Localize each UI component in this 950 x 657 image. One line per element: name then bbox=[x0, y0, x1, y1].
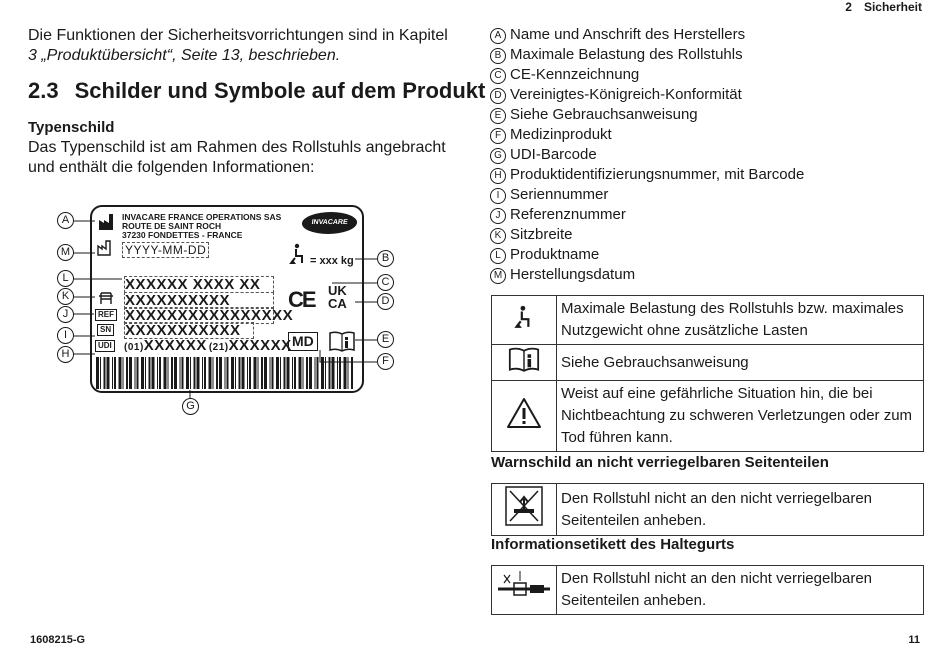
symbols-table bbox=[491, 295, 924, 452]
list-item: A Name und Anschrift des Herstellers bbox=[490, 25, 804, 45]
section-number: 2.3 bbox=[28, 78, 59, 103]
list-item: M Herstellungsdatum bbox=[490, 265, 804, 285]
page-number: 11 bbox=[908, 634, 920, 646]
warn-side-text: Den Rollstuhl nicht an den nicht verriegelbaren Seitenteilen anheben. bbox=[557, 484, 924, 536]
belt-heading: Informationsetikett des Haltegurts bbox=[491, 536, 735, 553]
symbol-text: Maximale Belastung des Rollstuhls bzw. maximales Nutzgewicht ohne zusätzliche Lasten bbox=[557, 296, 924, 345]
list-item: J Referenznummer bbox=[490, 205, 804, 225]
max-load-value: = xxx kg bbox=[310, 255, 354, 267]
list-item: C CE-Kennzeichnung bbox=[490, 65, 804, 85]
callout-f: F bbox=[377, 353, 394, 370]
chapter-title: Sicherheit bbox=[863, 0, 922, 14]
max-load-icon bbox=[513, 305, 535, 329]
warning-icon bbox=[506, 397, 542, 429]
callout-l: L bbox=[57, 270, 74, 287]
product-name: XXXXXX XXXX XX bbox=[124, 276, 274, 293]
callout-g: G bbox=[182, 398, 199, 415]
manufacturer-line-3: 37230 FONDETTES - FRANCE bbox=[122, 230, 243, 240]
md-symbol: MD bbox=[288, 332, 318, 351]
warn-side-table bbox=[491, 483, 924, 536]
callout-c: C bbox=[377, 274, 394, 291]
seat-width: XXXXXXXXXX bbox=[124, 292, 274, 309]
intro-line-1: Die Funktionen der Sicherheitsvorrichtungen sind in Kapitel bbox=[28, 27, 448, 44]
list-item: G UDI-Barcode bbox=[490, 145, 804, 165]
callout-i: I bbox=[57, 327, 74, 344]
list-item: K Sitzbreite bbox=[490, 225, 804, 245]
section-title: Schilder und Symbole auf dem Produkt bbox=[74, 78, 486, 103]
sn-value: XXXXXXXXXXX bbox=[124, 322, 254, 339]
table-row bbox=[492, 345, 924, 381]
ref-label: REF bbox=[95, 309, 117, 321]
list-item: B Maximale Belastung des Rollstuhls bbox=[490, 45, 804, 65]
table-row bbox=[492, 484, 924, 536]
typenschild-heading: Typenschild bbox=[28, 119, 115, 136]
callout-a: A bbox=[57, 212, 74, 229]
symbol-text: Siehe Gebrauchsanweisung bbox=[557, 345, 924, 381]
running-header bbox=[833, 0, 922, 14]
manufacture-date: YYYY-MM-DD bbox=[122, 242, 209, 258]
callout-k: K bbox=[57, 288, 74, 305]
warn-side-heading: Warnschild an nicht verriegelbaren Seitenteilen bbox=[491, 454, 829, 471]
callout-m: M bbox=[57, 244, 74, 261]
belt-text: Den Rollstuhl nicht an den nicht verriegelbaren Seitenteilen anheben. bbox=[557, 566, 924, 615]
udi-label: UDI bbox=[95, 340, 115, 352]
table-row bbox=[492, 296, 924, 345]
list-item: I Seriennummer bbox=[490, 185, 804, 205]
invacare-logo: INVACARE bbox=[300, 212, 358, 234]
callout-e: E bbox=[377, 331, 394, 348]
ce-mark: CE bbox=[288, 287, 315, 312]
manufacturer-line-1: INVACARE FRANCE OPERATIONS SAS bbox=[122, 212, 282, 222]
table-row bbox=[492, 566, 924, 615]
no-lift-armrest-icon bbox=[504, 485, 544, 527]
belt-table bbox=[491, 565, 924, 615]
typenschild-body: Das Typenschild ist am Rahmen des Rollstuhls angebracht und enthält die folgenden Informationen: bbox=[28, 139, 446, 176]
callout-h: H bbox=[57, 346, 74, 363]
list-item: D Vereinigtes-Königreich-Konformität bbox=[490, 85, 804, 105]
callout-d: D bbox=[377, 293, 394, 310]
callout-j: J bbox=[57, 306, 74, 323]
legend-list bbox=[490, 25, 804, 285]
list-item: H Produktidentifizierungsnummer, mit Barcode bbox=[490, 165, 804, 185]
callout-b: B bbox=[377, 250, 394, 267]
list-item: F Medizinprodukt bbox=[490, 125, 804, 145]
manual-icon bbox=[507, 346, 541, 372]
sn-label: SN bbox=[97, 324, 114, 336]
udi-values: (01)XXXXXX (21)XXXXXX bbox=[124, 337, 292, 354]
belt-label-icon bbox=[496, 569, 552, 605]
doc-id: 1608215-G bbox=[30, 634, 86, 646]
ukca-mark: UK CA bbox=[328, 283, 347, 311]
intro-line-2: 3 „Produktübersicht“, Seite 13, beschrieben. bbox=[28, 47, 341, 64]
table-row bbox=[492, 381, 924, 452]
manufacturer-line-2: ROUTE DE SAINT ROCH bbox=[122, 221, 222, 231]
list-item: E Siehe Gebrauchsanweisung bbox=[490, 105, 804, 125]
chapter-number: 2 bbox=[845, 0, 852, 14]
list-item: L Produktname bbox=[490, 245, 804, 265]
symbol-text: Weist auf eine gefährliche Situation hin, die bei Nichtbeachtung zu schweren Verletzungen oder zum Tod führen kann. bbox=[557, 381, 924, 452]
ref-value: XXXXXXXXXXXXXXXX bbox=[125, 307, 294, 324]
